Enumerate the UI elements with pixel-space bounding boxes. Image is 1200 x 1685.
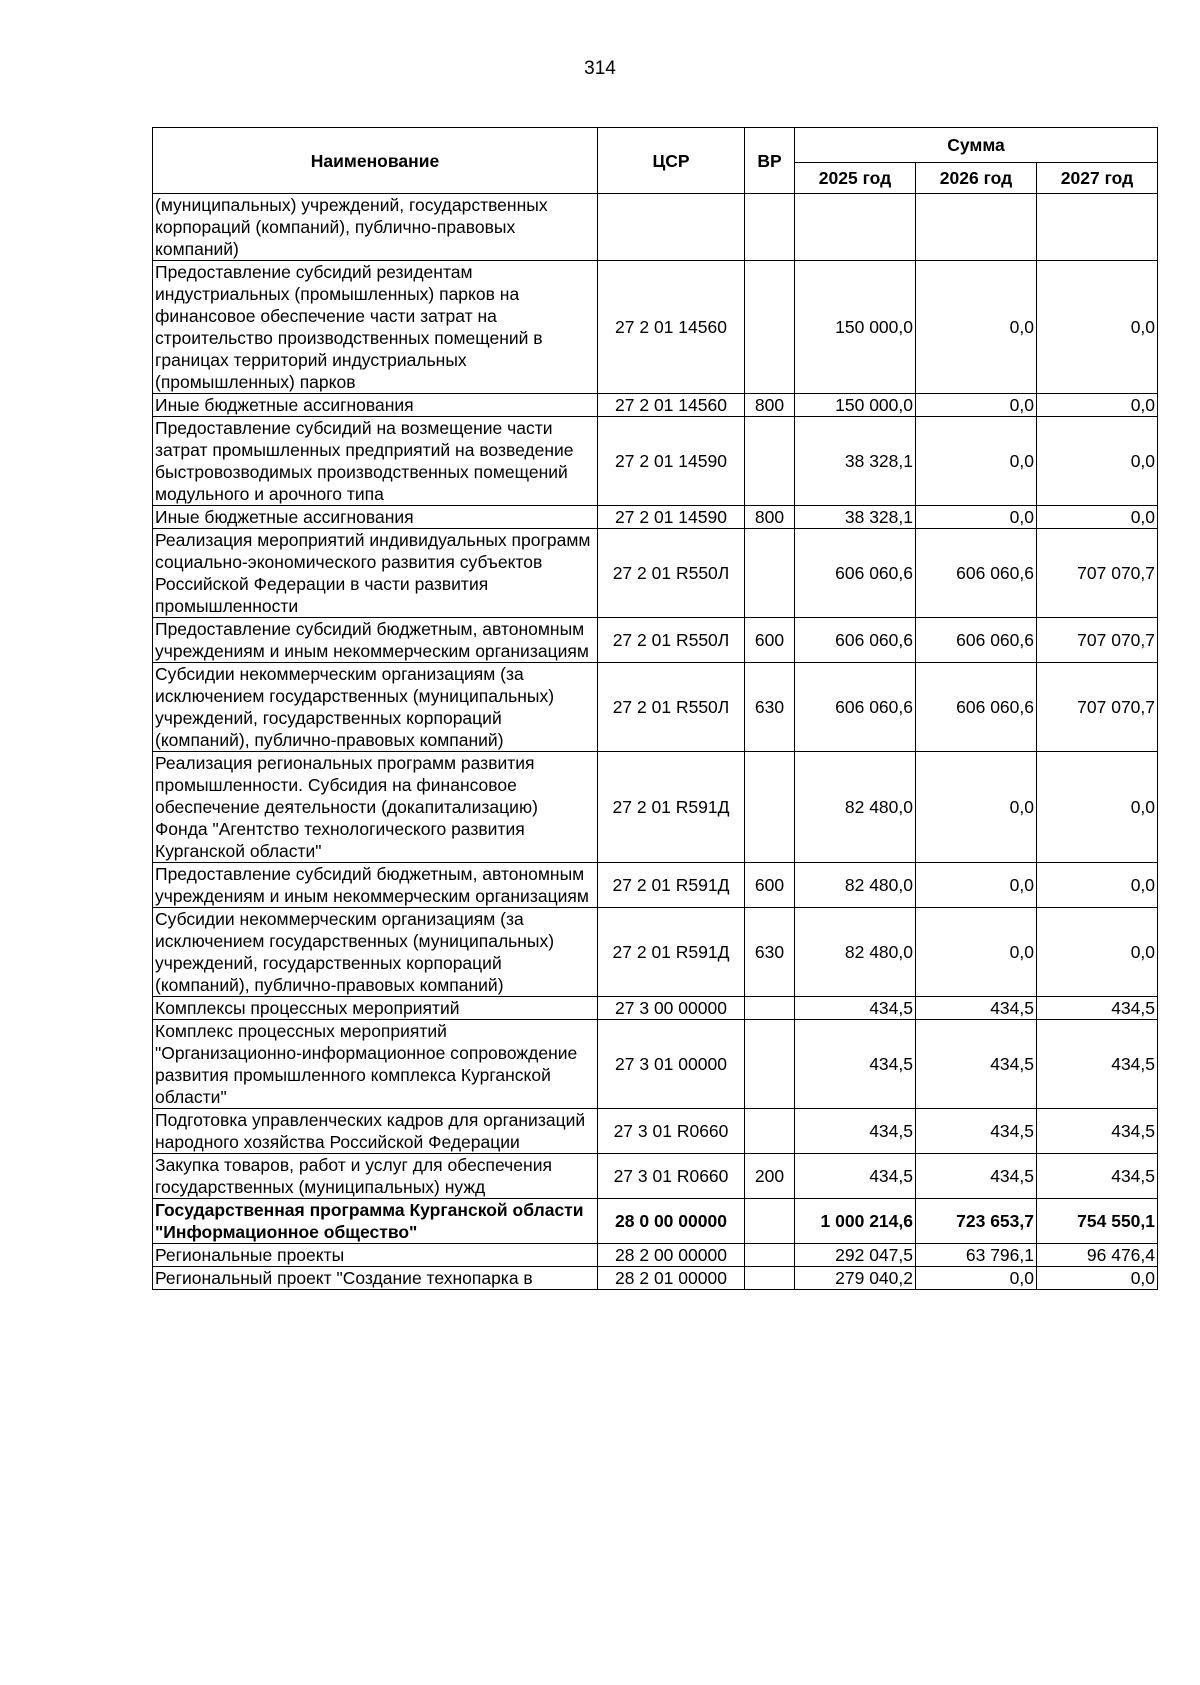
table-body (153, 194, 1158, 1290)
cell-2025: 82 480,0 (795, 863, 916, 908)
cell-2027: 434,5 (1037, 1154, 1158, 1199)
cell-2025: 606 060,6 (795, 529, 916, 618)
cell-vr: 630 (745, 908, 795, 997)
table-row (153, 506, 1158, 529)
header-sum: Сумма (795, 128, 1158, 163)
cell-name: Предоставление субсидий бюджетным, автономным учреждениям и иным некоммерческим организациям (153, 618, 598, 663)
cell-2026: 0,0 (916, 417, 1037, 506)
header-vr: ВР (745, 128, 795, 194)
cell-csr: 27 2 01 R591Д (598, 908, 745, 997)
cell-vr (745, 194, 795, 261)
cell-vr (745, 1020, 795, 1109)
cell-csr (598, 194, 745, 261)
cell-2026: 0,0 (916, 506, 1037, 529)
cell-name: Комплексы процессных мероприятий (153, 997, 598, 1020)
table-header (153, 128, 1158, 194)
cell-csr: 27 2 01 R550Л (598, 618, 745, 663)
cell-2025: 150 000,0 (795, 261, 916, 394)
cell-2027 (1037, 194, 1158, 261)
cell-2025: 434,5 (795, 997, 916, 1020)
cell-vr (745, 417, 795, 506)
cell-csr: 27 2 01 14560 (598, 394, 745, 417)
cell-vr: 630 (745, 663, 795, 752)
cell-2026: 606 060,6 (916, 663, 1037, 752)
cell-vr (745, 261, 795, 394)
table-row (153, 1244, 1158, 1267)
cell-2027: 754 550,1 (1037, 1199, 1158, 1244)
cell-csr: 27 2 01 R591Д (598, 863, 745, 908)
cell-2027: 0,0 (1037, 417, 1158, 506)
table-row (153, 394, 1158, 417)
cell-name: Подготовка управленческих кадров для организаций народного хозяйства Российской Федерации (153, 1109, 598, 1154)
table-row (153, 752, 1158, 863)
cell-vr: 600 (745, 618, 795, 663)
cell-2026: 0,0 (916, 752, 1037, 863)
cell-name: Комплекс процессных мероприятий "Организационно-информационное сопровождение развития промышленного комплекса Курганской области" (153, 1020, 598, 1109)
cell-name: Субсидии некоммерческим организациям (за исключением государственных (муниципальных) учреждений, государственных корпораций (компаний), публично-правовых компаний) (153, 908, 598, 997)
cell-name: (муниципальных) учреждений, государственных корпораций (компаний), публично-правовых компаний) (153, 194, 598, 261)
cell-2027: 0,0 (1037, 908, 1158, 997)
cell-2026: 0,0 (916, 908, 1037, 997)
cell-2026: 0,0 (916, 261, 1037, 394)
cell-2025: 82 480,0 (795, 752, 916, 863)
table-row (153, 1109, 1158, 1154)
table-row (153, 1020, 1158, 1109)
cell-name: Реализация мероприятий индивидуальных программ социально-экономического развития субъектов Российской Федерации в части развития промышленности (153, 529, 598, 618)
cell-2025: 434,5 (795, 1020, 916, 1109)
table-row (153, 529, 1158, 618)
cell-2026: 434,5 (916, 1109, 1037, 1154)
table-row (153, 1199, 1158, 1244)
cell-2025: 82 480,0 (795, 908, 916, 997)
cell-name: Региональные проекты (153, 1244, 598, 1267)
table-row (153, 1267, 1158, 1290)
cell-csr: 28 0 00 00000 (598, 1199, 745, 1244)
cell-2027: 707 070,7 (1037, 529, 1158, 618)
cell-2027: 707 070,7 (1037, 618, 1158, 663)
cell-2025: 606 060,6 (795, 663, 916, 752)
cell-2027: 434,5 (1037, 1109, 1158, 1154)
cell-name: Государственная программа Курганской области "Информационное общество" (153, 1199, 598, 1244)
cell-2027: 0,0 (1037, 506, 1158, 529)
cell-2027: 0,0 (1037, 863, 1158, 908)
table-row (153, 908, 1158, 997)
cell-2025: 150 000,0 (795, 394, 916, 417)
table-row (153, 1154, 1158, 1199)
cell-2027: 96 476,4 (1037, 1244, 1158, 1267)
header-year-2027: 2027 год (1037, 163, 1158, 194)
cell-vr: 800 (745, 394, 795, 417)
cell-2025: 38 328,1 (795, 506, 916, 529)
header-name: Наименование (153, 128, 598, 194)
cell-2025: 1 000 214,6 (795, 1199, 916, 1244)
cell-csr: 27 2 01 R550Л (598, 663, 745, 752)
cell-2025: 292 047,5 (795, 1244, 916, 1267)
cell-name: Предоставление субсидий резидентам индустриальных (промышленных) парков на финансовое обеспечение части затрат на строительство производственных помещений в границах территорий индустриальных (промышленных) парков (153, 261, 598, 394)
cell-csr: 27 2 01 14560 (598, 261, 745, 394)
cell-csr: 27 3 01 00000 (598, 1020, 745, 1109)
cell-2026: 63 796,1 (916, 1244, 1037, 1267)
cell-name: Закупка товаров, работ и услуг для обеспечения государственных (муниципальных) нужд (153, 1154, 598, 1199)
table-row (153, 863, 1158, 908)
cell-2027: 0,0 (1037, 394, 1158, 417)
budget-table (152, 127, 1158, 1290)
cell-2026: 0,0 (916, 1267, 1037, 1290)
cell-vr (745, 1244, 795, 1267)
cell-vr (745, 1267, 795, 1290)
header-year-2026: 2026 год (916, 163, 1037, 194)
cell-csr: 27 2 01 14590 (598, 506, 745, 529)
cell-vr (745, 997, 795, 1020)
cell-name: Предоставление субсидий на возмещение части затрат промышленных предприятий на возведение быстровозводимых производственных помещений модульного и арочного типа (153, 417, 598, 506)
cell-csr: 28 2 00 00000 (598, 1244, 745, 1267)
table-row (153, 663, 1158, 752)
cell-csr: 27 3 01 R0660 (598, 1109, 745, 1154)
cell-name: Предоставление субсидий бюджетным, автономным учреждениям и иным некоммерческим организациям (153, 863, 598, 908)
cell-2026: 0,0 (916, 863, 1037, 908)
cell-2026: 434,5 (916, 1154, 1037, 1199)
cell-csr: 27 3 01 R0660 (598, 1154, 745, 1199)
cell-2027: 707 070,7 (1037, 663, 1158, 752)
cell-2026: 606 060,6 (916, 529, 1037, 618)
cell-2026: 606 060,6 (916, 618, 1037, 663)
cell-2026: 0,0 (916, 394, 1037, 417)
header-csr: ЦСР (598, 128, 745, 194)
table-row (153, 417, 1158, 506)
cell-2025: 434,5 (795, 1154, 916, 1199)
cell-vr: 800 (745, 506, 795, 529)
cell-csr: 27 2 01 R550Л (598, 529, 745, 618)
page-number: 314 (584, 58, 616, 79)
cell-vr (745, 529, 795, 618)
cell-2025: 38 328,1 (795, 417, 916, 506)
cell-vr: 200 (745, 1154, 795, 1199)
cell-2026 (916, 194, 1037, 261)
cell-csr: 28 2 01 00000 (598, 1267, 745, 1290)
cell-2027: 434,5 (1037, 1020, 1158, 1109)
cell-name: Реализация региональных программ развития промышленности. Субсидия на финансовое обеспечение деятельности (докапитализацию) Фонда "Агентство технологического развития Курганской области" (153, 752, 598, 863)
cell-name: Субсидии некоммерческим организациям (за исключением государственных (муниципальных) учреждений, государственных корпораций (компаний), публично-правовых компаний) (153, 663, 598, 752)
table-row (153, 618, 1158, 663)
cell-2025 (795, 194, 916, 261)
cell-2027: 0,0 (1037, 1267, 1158, 1290)
cell-name: Иные бюджетные ассигнования (153, 394, 598, 417)
cell-csr: 27 3 00 00000 (598, 997, 745, 1020)
cell-2026: 434,5 (916, 997, 1037, 1020)
cell-vr (745, 752, 795, 863)
cell-2027: 0,0 (1037, 261, 1158, 394)
cell-2027: 0,0 (1037, 752, 1158, 863)
header-year-2025: 2025 год (795, 163, 916, 194)
table-row (153, 194, 1158, 261)
cell-name: Иные бюджетные ассигнования (153, 506, 598, 529)
cell-csr: 27 2 01 R591Д (598, 752, 745, 863)
cell-2026: 434,5 (916, 1020, 1037, 1109)
table-row (153, 261, 1158, 394)
cell-2027: 434,5 (1037, 997, 1158, 1020)
cell-csr: 27 2 01 14590 (598, 417, 745, 506)
table-row (153, 997, 1158, 1020)
cell-2025: 279 040,2 (795, 1267, 916, 1290)
cell-2026: 723 653,7 (916, 1199, 1037, 1244)
cell-vr (745, 1109, 795, 1154)
cell-2025: 606 060,6 (795, 618, 916, 663)
cell-vr: 600 (745, 863, 795, 908)
cell-vr (745, 1199, 795, 1244)
cell-2025: 434,5 (795, 1109, 916, 1154)
cell-name: Региональный проект "Создание технопарка в (153, 1267, 598, 1290)
